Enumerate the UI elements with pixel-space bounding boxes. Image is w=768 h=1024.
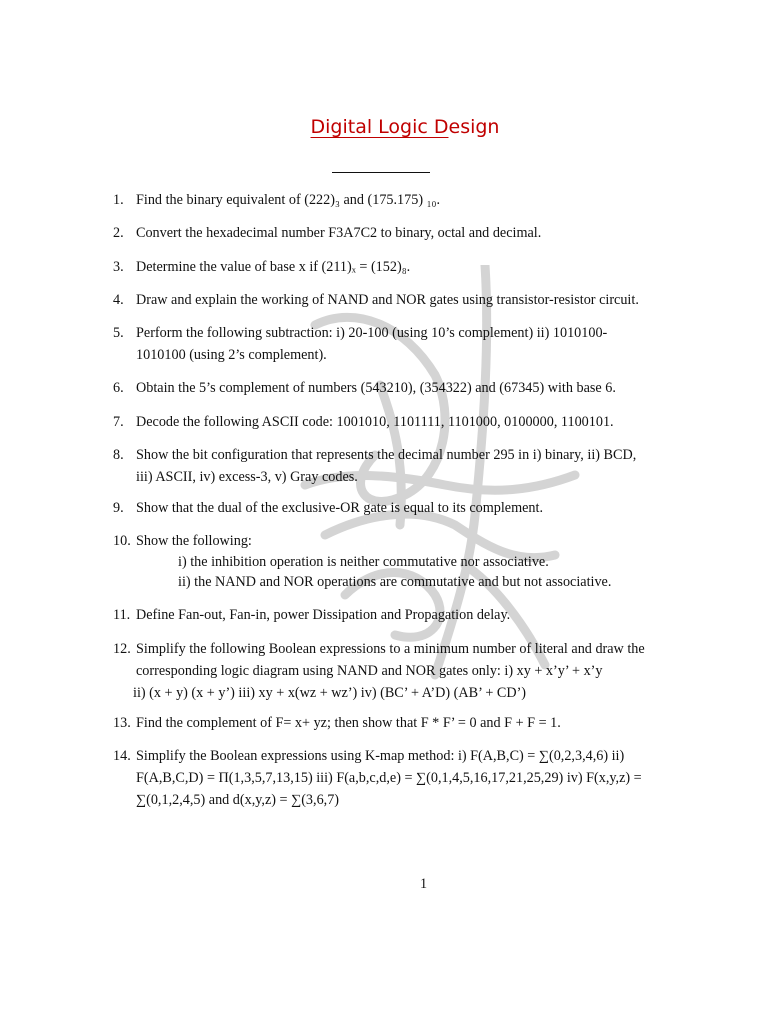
question-number: 3. [113,259,124,275]
question-number: 12. [113,641,131,657]
page-number: 1 [420,876,428,892]
question-number: 13. [113,715,131,731]
question-text: Show that the dual of the exclusive-OR gate is equal to its complement. [136,500,544,516]
question-text: Show the following: [136,533,252,549]
document-title [0,116,768,138]
question-number: 9. [113,500,124,516]
question-text: i) the inhibition operation is neither commutative nor associative. [178,554,549,570]
question-text: Decode the following ASCII code: 1001010, 1101111, 1101000, 0100000, 1100101. [136,414,614,430]
question-number: 7. [113,414,124,430]
question-text: Simplify the following Boolean expressions to a minimum number of literal and draw the [136,641,645,657]
question-text: 1010100 (using 2’s complement). [136,347,327,363]
question-text: Simplify the Boolean expressions using K-map method: i) F(A,B,C) = ∑(0,2,3,4,6) ii) [136,748,625,764]
question-text: Show the bit configuration that represents the decimal number 295 in i) binary, ii) BCD, [136,447,637,463]
question-text: iii) ASCII, iv) excess-3, v) Gray codes. [136,469,358,485]
question-text: Define Fan-out, Fan-in, power Dissipation and Propagation delay. [136,607,511,623]
question-number: 4. [113,292,124,308]
question-text: ii) (x + y) (x + y’) iii) xy + x(wz + wz’) iv) (BC’ + A’D) (AB’ + CD’) [133,685,527,701]
question-text: Determine the value of base x if (211)ₓ = (152)₈. [136,259,411,275]
question-text: corresponding logic diagram using NAND and NOR gates only: i) xy + x’y’ + x’y [136,663,603,679]
question-text: Obtain the 5’s complement of numbers (543210), (354322) and (67345) with base 6. [136,380,616,396]
question-number: 6. [113,380,124,396]
question-text: F(A,B,C,D) = Π(1,3,5,7,13,15) iii) F(a,b,c,d,e) = ∑(0,1,4,5,16,17,21,25,29) iv) F(x,y,z) = [136,770,642,786]
question-text: ii) the NAND and NOR operations are commutative and but not associative. [178,574,612,590]
title-underlined-part: Digital Logic D [310,116,449,138]
question-text: Convert the hexadecimal number F3A7C2 to binary, octal and decimal. [136,225,542,241]
question-text: ∑(0,1,2,4,5) and d(x,y,z) = ∑(3,6,7) [136,792,340,808]
title-rule [332,172,430,173]
question-number: 2. [113,225,124,241]
title-rest-part: esign [448,116,500,138]
question-number: 1. [113,192,124,208]
question-number: 11. [113,607,131,623]
question-number: 10. [113,533,131,549]
question-number: 5. [113,325,124,341]
question-text: Perform the following subtraction: i) 20-100 (using 10’s complement) ii) 1010100- [136,325,608,341]
question-number: 8. [113,447,124,463]
question-text: Find the complement of F= x+ yz; then show that F * F’ = 0 and F + F = 1. [136,715,561,731]
question-text: Find the binary equivalent of (222)₃ and (175.175) ₁₀. [136,192,441,208]
question-number: 14. [113,748,131,764]
question-text: Draw and explain the working of NAND and NOR gates using transistor-resistor circuit. [136,292,639,308]
